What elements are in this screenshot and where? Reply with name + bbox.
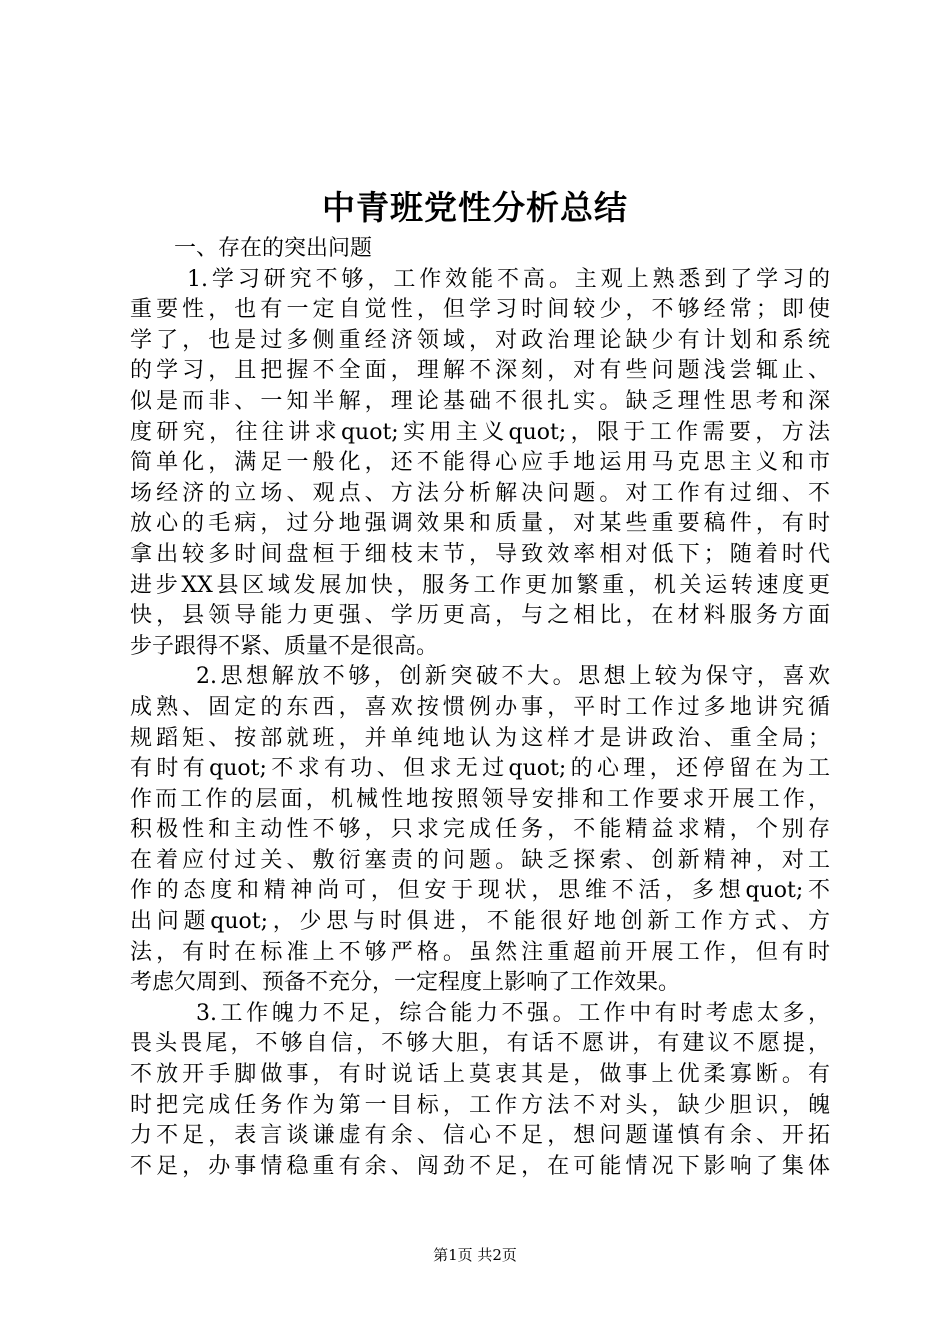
- document-body: [130, 234, 830, 1182]
- paragraph-3: [130, 999, 830, 1183]
- paragraph-line: 1.学习研究不够，工作效能不高。主观上熟悉到了学习的: [187, 266, 830, 292]
- paragraph-line: 3.工作魄力不足，综合能力不强。工作中有时考虑太多，: [196, 1000, 830, 1026]
- paragraph-line: 步子跟得不紧、质量不是很高。: [130, 633, 439, 659]
- paragraph-line: 积极性和主动性不够，只求完成任务，不能精益求精，个别存: [130, 817, 830, 843]
- document-title: 中青班党性分析总结: [322, 188, 628, 227]
- paragraph-line: 放心的毛病，过分地强调效果和质量，对某些重要稿件，有时: [130, 511, 830, 537]
- paragraph-line: 规蹈矩、按部就班，并单纯地认为这样才是讲政治、重全局；: [130, 725, 830, 751]
- paragraph-line: 似是而非、一知半解，理论基础不很扎实。缺乏理性思考和深: [130, 388, 830, 414]
- paragraph-line: 拿出较多时间盘桓于细枝末节，导致效率相对低下；随着时代: [130, 541, 830, 567]
- paragraph-line: 不足，办事情稳重有余、闯劲不足，在可能情况下影响了集体: [130, 1153, 830, 1179]
- section-heading: 一、存在的突出问题: [174, 236, 373, 261]
- paragraph-line: 的学习，且把握不全面，理解不深刻，对有些问题浅尝辄止、: [130, 358, 830, 384]
- paragraph-line: 力不足，表言谈谦虚有余、信心不足，想问题谨慎有余、开拓: [130, 1123, 830, 1149]
- paragraph-line: 成熟、固定的东西，喜欢按惯例办事，平时工作过多地讲究循: [130, 694, 830, 720]
- paragraph-line: 进步XX县区域发展加快，服务工作更加繁重，机关运转速度更: [130, 572, 830, 598]
- paragraph-2: [130, 662, 830, 999]
- paragraph-line: 场经济的立场、观点、方法分析解决问题。对工作有过细、不: [130, 480, 830, 506]
- paragraph-line: 法，有时在标准上不够严格。虽然注重超前开展工作，但有时: [130, 939, 830, 965]
- paragraph-line: 有时有quot;不求有功、但求无过quot;的心理，还停留在为工: [130, 756, 830, 782]
- page-footer: 第1页 共2页: [433, 1246, 517, 1264]
- paragraph-line: 考虑欠周到、预备不充分，一定程度上影响了工作效果。: [130, 970, 681, 996]
- paragraph-line: 不放开手脚做事，有时说话上莫衷其是，做事上优柔寡断。有: [130, 1062, 830, 1088]
- paragraph-line: 畏头畏尾，不够自信，不够大胆，有话不愿讲，有建议不愿提，: [130, 1031, 830, 1057]
- paragraph-line: 出问题quot;，少思与时俱进，不能很好地创新工作方式、方: [130, 909, 830, 935]
- paragraph-line: 快，县领导能力更强、学历更高，与之相比，在材料服务方面: [130, 603, 830, 629]
- paragraph-line: 在着应付过关、敷衍塞责的问题。缺乏探索、创新精神，对工: [130, 847, 830, 873]
- paragraph-line: 时把完成任务作为第一目标，工作方法不对头，缺少胆识，魄: [130, 1092, 830, 1118]
- paragraph-1: [130, 265, 830, 663]
- paragraph-line: 作的态度和精神尚可，但安于现状，思维不活，多想quot;不: [130, 878, 830, 904]
- paragraph-line: 简单化，满足一般化，还不能得心应手地运用马克思主义和市: [130, 450, 830, 476]
- paragraph-line: 2.思想解放不够，创新突破不大。思想上较为保守，喜欢: [196, 664, 830, 690]
- paragraph-line: 学了，也是过多侧重经济领域，对政治理论缺少有计划和系统: [130, 327, 830, 353]
- paragraph-line: 重要性，也有一定自觉性，但学习时间较少，不够经常；即使: [130, 297, 830, 323]
- paragraph-line: 度研究，往往讲求quot;实用主义quot;，限于工作需要，方法: [130, 419, 830, 445]
- paragraph-line: 作而工作的层面，机械性地按照领导安排和工作要求开展工作，: [130, 786, 830, 812]
